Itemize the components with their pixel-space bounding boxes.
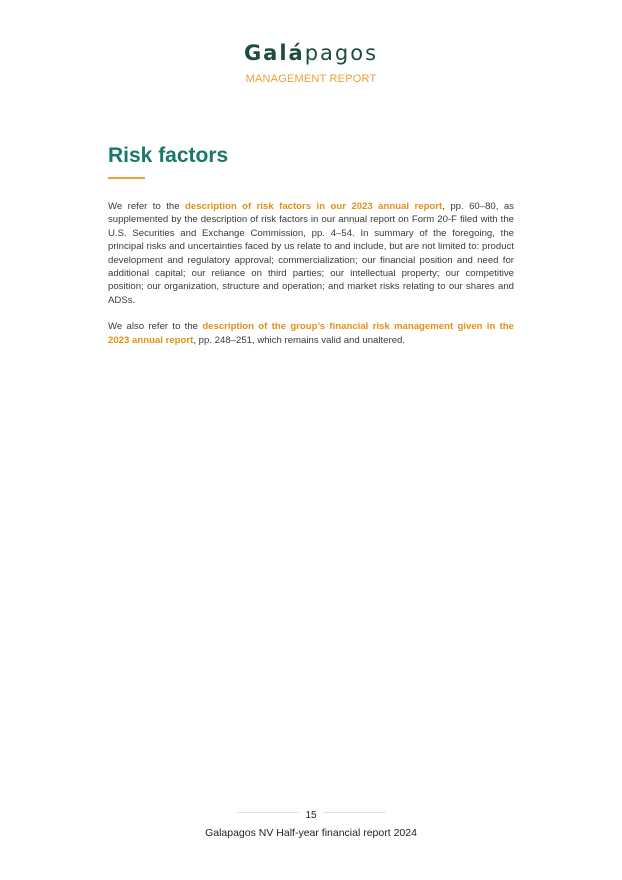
body-content xyxy=(108,200,514,360)
page-number: 15 xyxy=(299,809,322,823)
paragraph2-intro: We also refer to the xyxy=(108,321,203,333)
paragraph1-body: , pp. 60–80, as supplemented by the description of risk factors in our annual report on Form 20-F filed with the U.S. Securities and Exchange Commission, pp. 4–54. In summary of the foregoing, the principal risks and uncertainties faced by us relate to and include, but are not limited to: product development and regulatory approval; commercialization; our financial position and need for additional capital; our reliance on third parties; our intellectual property; our competitive position; our organization, structure and operation; and market risks relating to our shares and ADSs. xyxy=(108,201,514,306)
page-header xyxy=(0,40,622,85)
title-underline xyxy=(108,177,145,179)
page-title: Risk factors xyxy=(108,144,229,167)
page-footer xyxy=(0,804,622,840)
logo-regular-part: pagos xyxy=(304,41,379,65)
risk-factors-link[interactable]: description of risk factors in our 2023 annual report xyxy=(185,201,443,212)
paragraph-financial-risk xyxy=(108,320,514,347)
paragraph-risk-factors xyxy=(108,200,514,307)
paragraph2-body: , pp. 248–251, which remains valid and unaltered. xyxy=(193,334,406,346)
footer-document-title: Galapagos NV Half-year financial report 2024 xyxy=(205,827,417,839)
paragraph1-intro: We refer to the xyxy=(108,201,185,212)
financial-risk-management-link[interactable]: description of the group’s financial risk management given in the 2023 annual report xyxy=(108,321,514,346)
logo-bold-part: Galá xyxy=(243,41,305,65)
galapagos-logo xyxy=(0,40,622,66)
section-label: MANAGEMENT REPORT xyxy=(245,73,377,85)
